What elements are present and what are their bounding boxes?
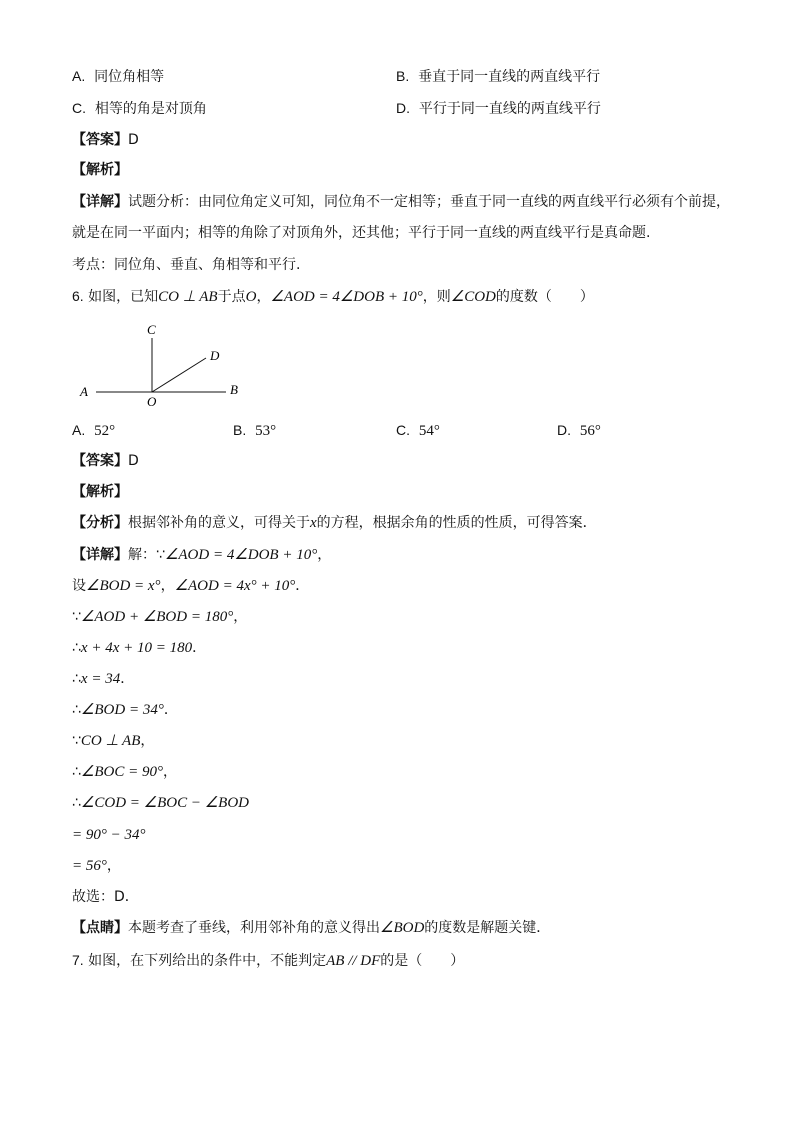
q6-step: = 90° − 34° — [72, 827, 146, 843]
q6-step-set: 设∠BOD = x°，∠AOD = 4x° + 10°． — [72, 578, 310, 594]
label-b: B — [230, 382, 238, 397]
q6-step: ∴x + 4x + 10 = 180． — [72, 640, 207, 656]
q6-option-b: B. 53° — [233, 422, 277, 439]
q6-step: ∴∠BOD = 34°． — [72, 702, 178, 718]
q5-option-d: D. 平行于同一直线的两直线平行 — [396, 100, 601, 117]
q6-detail: 【详解】解：∵∠AOD = 4∠DOB + 10°， — [72, 547, 332, 563]
q6-answer: 【答案】D — [72, 453, 139, 469]
q6-fenxi: 【分析】根据邻补角的意义，可得关于x的方程，根据余角的性质的性质，可得答案． — [72, 515, 597, 531]
q6-option-c: C. 54° — [396, 422, 440, 439]
q6-dianjing: 【点睛】本题考查了垂线，利用邻补角的意义得出∠BOD的度数是解题关键． — [72, 920, 551, 936]
q5-analysis-tag: 【解析】 — [72, 162, 128, 178]
label-o: O — [147, 394, 157, 409]
q6-stem: 6. 如图，已知CO ⊥ AB于点O，∠AOD = 4∠DOB + 10°，则∠COD的度数（ ） — [72, 288, 594, 305]
q5-detail-line2: 就是在同一平面内；相等的角除了对顶角外，还其他；平行于同一直线的两直线平行是真命题. — [72, 225, 651, 241]
q6-step: ∴∠COD = ∠BOC − ∠BOD — [72, 795, 250, 811]
q5-option-c: C. 相等的角是对顶角 — [72, 100, 207, 117]
q7-stem: 7. 如图，在下列给出的条件中，不能判定AB // DF的是（ ） — [72, 952, 465, 969]
q5-option-a: A. 同位角相等 — [72, 68, 165, 85]
label-d: D — [210, 348, 220, 363]
q6-option-d: D. 56° — [557, 422, 601, 439]
q6-figure — [72, 318, 252, 410]
q6-option-a: A. 52° — [72, 422, 116, 439]
q6-step: ∴x = 34． — [72, 671, 135, 687]
q6-step: ∴∠BOC = 90°， — [72, 764, 177, 780]
ray-od — [152, 358, 206, 392]
q6-step: ∵CO ⊥ AB， — [72, 733, 155, 749]
q6-analysis-tag: 【解析】 — [72, 484, 128, 500]
label-c: C — [147, 322, 156, 337]
label-a: A — [80, 384, 88, 399]
q5-detail-line1: 【详解】试题分析：由同位角定义可知，同位角不一定相等；垂直于同一直线的两直线平行必须有个前提， — [72, 194, 730, 210]
q5-kaodian: 考点：同位角、垂直、角相等和平行. — [72, 257, 301, 273]
q6-choose: 故选：D． — [72, 889, 139, 905]
q5-option-b: B. 垂直于同一直线的两直线平行 — [396, 68, 601, 85]
q6-step: ∵∠AOD + ∠BOD = 180°， — [72, 609, 248, 625]
q6-step: = 56°， — [72, 858, 121, 874]
q5-answer: 【答案】D — [72, 132, 139, 148]
